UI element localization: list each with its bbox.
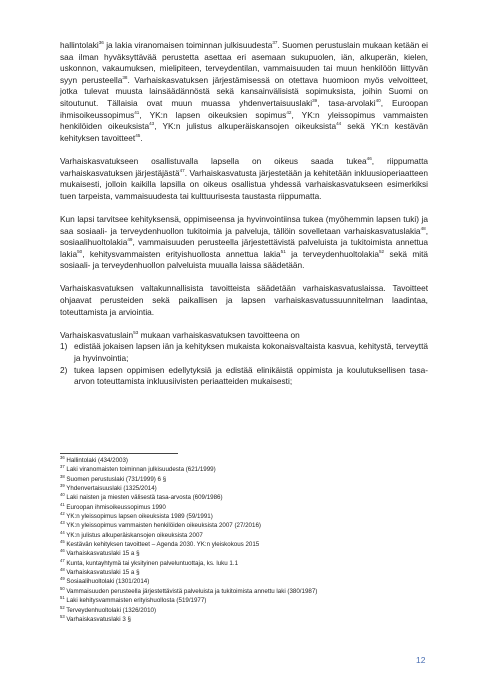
footnote: [60, 465, 428, 474]
footnote-text: Laki kehitysvammaisten erityishuollosta (519/1977): [64, 597, 207, 605]
footnote-number: 45: [60, 539, 65, 545]
goals-list: [60, 341, 428, 387]
footnote-number: 43: [60, 520, 65, 526]
footnote: [60, 559, 428, 568]
page-number: 12: [416, 655, 426, 665]
footnote-number: 37: [60, 464, 65, 470]
footnote: [60, 549, 428, 558]
footnote-number: 52: [60, 604, 65, 610]
footnote-number: 42: [60, 511, 65, 516]
footnote-ref: 45: [135, 132, 141, 138]
footnote-ref: 42: [286, 109, 292, 115]
footnote: [60, 493, 428, 502]
footnote: [60, 503, 428, 512]
footnote-number: 50: [60, 585, 65, 591]
footnote-ref: 43: [149, 121, 155, 127]
footnote: [60, 512, 428, 521]
footnote: [60, 615, 428, 624]
footnote-text: Euroopan ihmisoikeussopimus 1990: [64, 503, 166, 511]
paragraph-legal-framework: hallintolaki$^{36}$ ja lakia viranomaisen toiminnan julkisuudesta$^{37}$. Suomen perustuslain mukaan ketään ei saa ilman hyväksyttävää perustetta asettaa eri asemaan sukupuolen, iän, alkuperän, kielen, uskonnon, vakaumuksen, mielipiteen, terveydentilan, vammaisuuden tai muun henkilöön liittyvän syyn perusteella$^{38}$. Varhaiskasvatuksen järjestämisessä on otettava huomioon myös velvoitteet, jotka tulevat muusta lainsäädännöstä sekä kansainvälisistä sopimuksista, joihin Suomi on sitoutunut. Tällaisia ovat muun muassa yhdenvertaisuuslaki$^{39}$, tasa-arvolaki$^{40}$, Euroopan ihmisoikeussopimus$^{41}$, YK:n lapsen oikeuksien sopimus$^{42}$, YK:n yleissopimus vammaisten henkilöiden oikeuksista$^{43}$, YK:n julistus alkuperäiskansojen oikeuksista$^{44}$ sekä YK:n kestävän kehityksen tavoitteet$^{45}$.: [60, 40, 429, 143]
list-item-text: edistää jokaisen lapsen iän ja kehityksen mukaista kokonaisvaltaista kasvua, kehitystä, terveyttä ja hyvinvointia;: [74, 341, 428, 364]
footnote: [60, 484, 428, 493]
footnote-ref: 48: [420, 225, 426, 231]
footnote: [60, 596, 428, 605]
footnote-number: 47: [60, 557, 65, 563]
footnote-ref: 51: [280, 248, 286, 254]
footnote: [60, 475, 428, 484]
footnote: [60, 568, 428, 577]
footnote-number: 36: [60, 454, 65, 460]
list-item: [60, 365, 428, 388]
footnote: [60, 577, 428, 586]
list-item-number: 1): [60, 341, 68, 352]
footnote: [60, 531, 428, 540]
footnote-number: 48: [60, 567, 65, 573]
footnote-ref: 53: [133, 330, 139, 336]
footnote: [60, 521, 428, 530]
footnote-number: 39: [60, 482, 65, 488]
footnote-number: 46: [60, 548, 65, 554]
footnotes: [60, 456, 428, 624]
footnote-text: YK:n yleissopimus vammaisten henkilöiden oikeuksista 2007 (27/2016): [64, 522, 261, 530]
footnote-ref: 41: [134, 109, 140, 115]
footnote-text: Yhdenvertaisuuslaki (1325/2014): [64, 485, 157, 493]
footnote-ref: 49: [127, 237, 133, 243]
footnote-ref: 46: [366, 156, 372, 162]
paragraph-applicable-laws: Kun lapsi tarvitsee kehityksensä, oppimiseensa ja hyvinvointiinsa tukea (myöhemmin lapsen tuki) ja saa sosiaali- ja terveydenhuollon tukitoimia ja palveluja, tällöin sovelletaan varhaiskasvatuslakia$^{48}$, sosiaalihuoltolakia$^{49}$, vammaisuuden perusteella järjestettävistä palveluista ja tukitoimista annettua lakia$^{50}$, kehitysvammaisten erityishuollosta annettua lakia$^{51}$ ja terveydenhuoltolakia$^{52}$ sekä mitä sosiaali- ja terveydenhuollon palveluista muualla laissa säädetään.: [60, 213, 428, 271]
footnote-number: 40: [60, 492, 65, 498]
footnote-text: Varhaiskasvatuslaki 3 §: [64, 615, 131, 623]
footnote-ref: 52: [379, 248, 385, 254]
footnote-text: YK:n yleissopimus lapsen oikeuksista 1989 (59/1991): [64, 513, 213, 521]
footnote-text: Suomen perustuslaki (731/1999) 6 §: [64, 475, 167, 483]
footnote-ref: 39: [312, 98, 318, 104]
footnote-ref: 44: [336, 121, 342, 127]
list-item-number: 2): [60, 364, 68, 375]
footnote-number: 53: [60, 613, 65, 619]
footnote-number: 49: [60, 576, 65, 582]
footnote-number: 41: [60, 501, 65, 507]
footnote-ref: 38: [122, 75, 128, 81]
footnote-text: Kestävän kehityksen tavoitteet – Agenda 2030. YK:n yleiskokous 2015: [64, 541, 260, 549]
footnote-divider: [60, 453, 178, 454]
footnote-text: Varhaiskasvatuslaki 15 a §: [64, 550, 140, 558]
footnote-text: Varhaiskasvatuslaki 15 a §: [64, 569, 140, 577]
paragraph-child-support: Varhaiskasvatukseen osallistuvalla lapsella on oikeus saada tukea$^{46}$, riippumatta varhaiskasvatuksen järjestäjästä$^{47}$. Varhaiskasvatusta järjestetään ja kehitetään inkluusioperiaatteen mukaisesti, jolloin kaikilla lapsilla on oikeus osallistua yhdessä varhaiskasvatukseen esimerkiksi tuen tarpeista, vammaisuudesta tai kulttuurisesta taustasta riippumatta.: [60, 155, 428, 201]
footnote-number: 38: [60, 473, 65, 479]
footnote: [60, 587, 428, 596]
footnote: [60, 456, 428, 465]
footnote-ref: 37: [272, 40, 278, 46]
footnote-text: Hallintolaki (434/2003): [64, 457, 128, 464]
footnote-ref: 36: [98, 40, 104, 46]
paragraph-national-goals: Varhaiskasvatuksen valtakunnallisista tavoitteista säädetään varhaiskasvatuslaissa. Tavoitteet ohjaavat perusteiden sekä paikallisen ja lapsen varhaiskasvatussuunnitelman laadintaa, toteuttamista ja arviointia.: [60, 283, 428, 317]
footnote-ref: 47: [179, 167, 185, 173]
footnote-text: Laki viranomaisten toiminnan julkisuudesta (621/1999): [64, 466, 216, 474]
footnote-ref: 50: [77, 248, 83, 254]
footnote-text: Terveydenhuoltolaki (1326/2010): [64, 606, 157, 614]
footnote-text: Vammaisuuden perusteella järjestettävistä palveluista ja tukitoimista annettu laki (380/1987): [64, 587, 318, 595]
body-text: [60, 40, 428, 388]
footnote-text: Laki naisten ja miesten välisestä tasa-arvosta (609/1986): [64, 494, 223, 502]
footnote-text: Sosiaalihuoltolaki (1301/2014): [64, 578, 150, 586]
list-item: [60, 341, 428, 364]
footnote: [60, 606, 428, 615]
footnote-number: 44: [60, 529, 65, 535]
footnote-text: YK:n julistus alkuperäiskansojen oikeuksista 2007: [64, 531, 203, 539]
footnote-text: Kunta, kuntayhtymä tai yksityinen palveluntuottaja, ks. luku 1.1: [64, 559, 239, 567]
footnote: [60, 540, 428, 549]
list-item-text: tukea lapsen oppimisen edellytyksiä ja edistää elinikäistä oppimista ja koulutuksellisen tasa-arvon toteuttamista inkluusiivisten periaatteiden mukaisesti;: [74, 364, 428, 387]
footnote-ref: 40: [375, 98, 381, 104]
paragraph-goals-intro: Varhaiskasvatuslain$^{53}$ mukaan varhaiskasvatuksen tavoitteena on: [60, 329, 300, 340]
footnote-number: 51: [60, 595, 65, 601]
